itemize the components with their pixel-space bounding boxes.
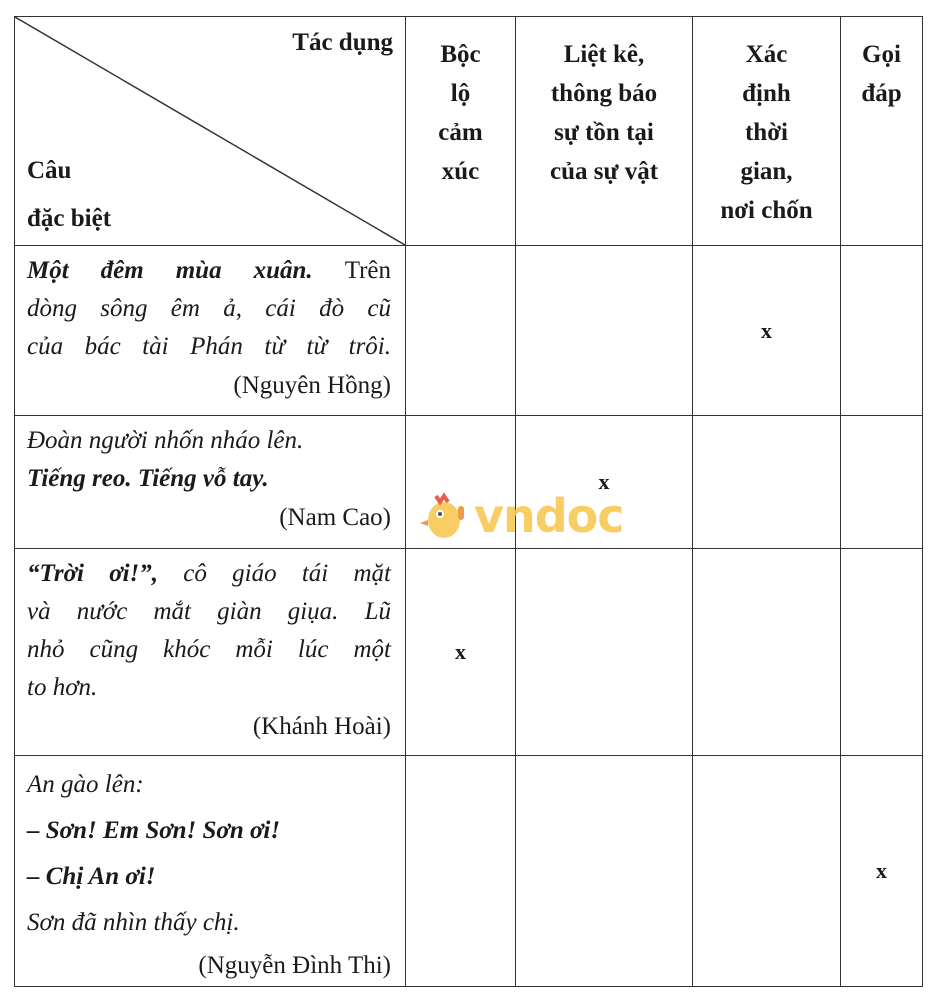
- special-sentence: “Trời ơi!”,: [27, 560, 159, 587]
- corner-bottom-label-2: đặc biệt: [27, 205, 112, 232]
- sentence-cell: [15, 246, 406, 416]
- sentence-text: nhỏ cũng khóc mỗi lúc một: [27, 636, 391, 663]
- mark-cell: [516, 756, 693, 987]
- header-line: thông báo: [550, 80, 658, 107]
- sentence-cell: [15, 416, 406, 549]
- sentence-line: [27, 631, 391, 669]
- mark-cell: [841, 756, 923, 987]
- sentence-text: dòng sông êm ả, cái đò cũ: [27, 295, 391, 322]
- corner-bottom-label-1: Câu: [27, 157, 72, 184]
- author: (Nguyễn Đình Thi): [198, 952, 391, 979]
- column-header-calling: [841, 17, 923, 246]
- header-line: lộ: [450, 80, 471, 107]
- sentence-text: Trên: [344, 257, 392, 284]
- sentence-text: cô giáo tái mặt: [183, 560, 391, 587]
- sentence-line: [27, 669, 391, 707]
- check-mark: x: [455, 639, 466, 664]
- column-header-emotion: [406, 17, 516, 246]
- corner-top-label: Tác dụng: [292, 29, 393, 56]
- special-sentence: – Chị An ơi!: [27, 863, 156, 890]
- sentence-text: to hơn.: [27, 674, 98, 701]
- sentence-line: [27, 808, 391, 854]
- author: (Khánh Hoài): [252, 713, 391, 740]
- chicken-mascot-icon: [418, 488, 474, 544]
- header-row: [15, 17, 923, 246]
- check-mark: x: [761, 317, 772, 343]
- sentence-cell: [15, 756, 406, 987]
- sentence-line: [27, 422, 391, 460]
- sentence-text: Đoàn người nhốn nháo lên.: [27, 427, 304, 454]
- mark-cell: [841, 246, 923, 416]
- header-line: Gọi: [862, 41, 901, 68]
- sentence-line: [27, 593, 391, 631]
- sentence-text: Sơn đã nhìn thấy chị.: [27, 909, 240, 936]
- sentence-line: [27, 460, 391, 498]
- header-line: sự tồn tại: [554, 119, 654, 146]
- mark-cell: [516, 549, 693, 756]
- special-sentence: Một đêm mùa xuân.: [27, 257, 313, 284]
- watermark-text: vndoc: [474, 489, 624, 543]
- table-row: [15, 246, 923, 416]
- header-line: của sự vật: [549, 158, 659, 185]
- sentence-cell: [15, 549, 406, 756]
- sentence-line: [27, 762, 391, 808]
- special-sentence: – Sơn! Em Sơn! Sơn ơi!: [27, 817, 281, 844]
- header-line: thời: [744, 119, 789, 146]
- corner-cell: [15, 17, 406, 246]
- sentence-line: [27, 854, 391, 900]
- table-row: [15, 756, 923, 987]
- sentence-text: và nước mắt giàn giụa. Lũ: [27, 598, 391, 625]
- special-sentence: Tiếng reo. Tiếng vỗ tay.: [27, 465, 269, 492]
- mark-cell: [693, 756, 841, 987]
- sentence-line: [27, 290, 391, 328]
- mark-cell: [693, 549, 841, 756]
- header-line: nơi chốn: [720, 197, 813, 224]
- sentence-line: [27, 252, 391, 290]
- sentence-text: An gào lên:: [27, 771, 144, 798]
- table-row: [15, 549, 923, 756]
- author: (Nguyên Hồng): [233, 372, 391, 399]
- header-line: đáp: [861, 80, 902, 107]
- vndoc-watermark: [418, 488, 624, 544]
- mark-cell: [406, 246, 516, 416]
- mark-cell: [841, 416, 923, 549]
- mark-cell: [406, 549, 516, 756]
- header-line: xúc: [441, 158, 480, 185]
- sentence-line: [27, 328, 391, 366]
- header-line: cảm: [438, 119, 483, 146]
- mark-cell: [693, 246, 841, 416]
- sentence-line: [27, 555, 391, 593]
- header-line: Liệt kê,: [563, 41, 645, 68]
- mark-cell: [406, 756, 516, 987]
- sentence-line: [27, 900, 391, 946]
- author: (Nam Cao): [279, 504, 391, 531]
- column-header-listing: [516, 17, 693, 246]
- check-mark: x: [598, 469, 610, 494]
- header-line: Bộc: [440, 41, 481, 68]
- header-line: định: [742, 80, 791, 107]
- column-header-time-place: [693, 17, 841, 246]
- header-line: gian,: [740, 158, 793, 185]
- sentence-text: của bác tài Phán từ từ trôi.: [27, 333, 391, 360]
- mark-cell: [693, 416, 841, 549]
- mark-cell: [841, 549, 923, 756]
- header-line: Xác: [745, 41, 788, 68]
- mark-cell: [516, 246, 693, 416]
- check-mark: x: [876, 858, 887, 883]
